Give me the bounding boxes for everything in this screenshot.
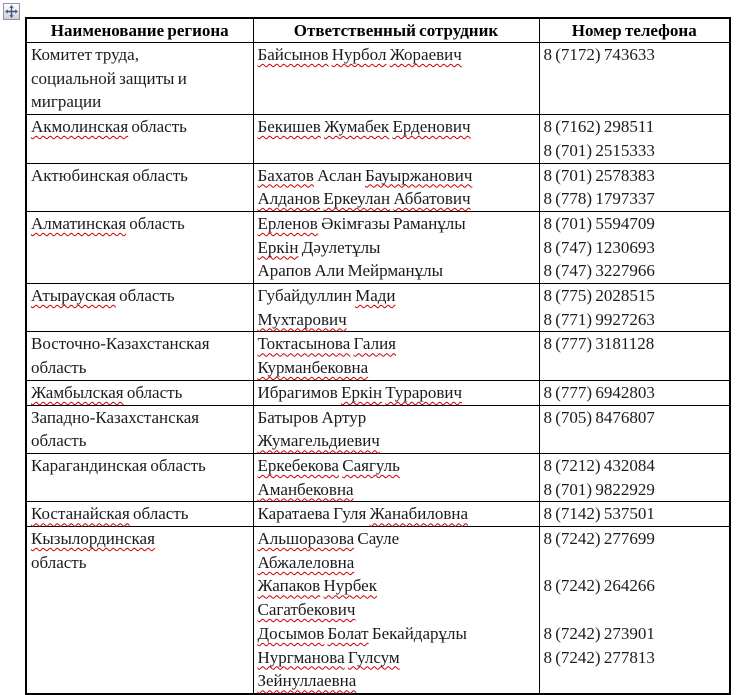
cell-line: 8 (7242) 264266 xyxy=(543,576,655,596)
misspelled-word: Алданов xyxy=(257,189,321,209)
misspelled-word: Жумабек xyxy=(324,117,390,137)
cell-line: Актюбинская область xyxy=(31,165,188,185)
header-region[interactable]: Наименование региона xyxy=(26,18,253,43)
cell-line: 8 (7242) 273901 xyxy=(543,623,655,643)
phone-cell[interactable] xyxy=(539,284,730,332)
cell-line: 8 (701) 5594709 xyxy=(543,213,655,233)
employee-cell[interactable] xyxy=(253,380,539,405)
misspelled-word: Жумагельдиевич xyxy=(257,431,380,451)
cell-line: 8 (778) 1797337 xyxy=(543,189,655,209)
cell-line: 8 (7242) 277813 xyxy=(543,647,655,667)
cell-line: 8 (777) 6942803 xyxy=(543,382,655,402)
cell-line: область xyxy=(31,431,87,451)
employee-cell[interactable] xyxy=(253,211,539,283)
employee-cell[interactable] xyxy=(253,163,539,211)
cell-line: 8 (747) 3227966 xyxy=(543,261,655,281)
misspelled-word: Гулсум xyxy=(347,647,400,667)
cell-line xyxy=(258,43,535,67)
cell-line: 8 (701) 2578383 xyxy=(543,165,655,185)
cell-line: 8 (7212) 432084 xyxy=(543,455,655,475)
misspelled-word: Зейнуллаевна xyxy=(257,671,357,691)
cell-line: социальной защиты и xyxy=(31,68,187,88)
table-row xyxy=(26,284,730,332)
phone-cell[interactable] xyxy=(539,43,730,115)
misspelled-word: Жораевич xyxy=(389,45,462,64)
misspelled-word: Ерденович xyxy=(392,117,471,137)
misspelled-word: Нургманова xyxy=(257,647,345,667)
cell-line: область xyxy=(31,358,87,378)
cell-line: 8 (7242) 277699 xyxy=(543,529,655,549)
cell-line xyxy=(258,574,535,598)
region-cell[interactable] xyxy=(26,453,253,501)
cell-line: Губайдуллин Мади xyxy=(257,286,396,306)
region-cell[interactable] xyxy=(26,502,253,527)
phone-cell[interactable] xyxy=(539,453,730,501)
region-cell[interactable] xyxy=(26,527,253,694)
misspelled-word: Бауыржанович xyxy=(364,165,473,185)
cell-line: 8 (777) 3181128 xyxy=(543,334,655,354)
misspelled-word: Нурбек xyxy=(323,576,377,596)
cell-line: Альшоразова Сауле xyxy=(257,529,400,549)
cell-line: область xyxy=(31,552,87,572)
misspelled-word: Еркебекова xyxy=(257,455,339,475)
cell-line: 8 (747) 1230693 xyxy=(543,237,655,257)
cell-line: 8 (7142) 537501 xyxy=(543,504,655,524)
region-cell[interactable] xyxy=(26,284,253,332)
header-employee[interactable]: Ответственный сотрудник xyxy=(253,18,539,43)
cell-line: Атырауская область xyxy=(31,286,175,306)
misspelled-word: Галия xyxy=(353,334,396,354)
misspelled-word: Еркеулан xyxy=(323,189,391,209)
misspelled-word: Бахатов xyxy=(257,165,314,185)
cell-line: Ерленов Әкімғазы Раманұлы xyxy=(257,213,466,233)
region-cell[interactable] xyxy=(26,380,253,405)
table-row xyxy=(26,405,730,453)
table-row xyxy=(26,380,730,405)
cell-line: 8 (775) 2028515 xyxy=(543,286,655,306)
cell-line: Западно-Казахстанская xyxy=(31,407,200,427)
cell-line: Арапов Али Мейрманұлы xyxy=(257,261,444,281)
misspelled-word: Мухтарович xyxy=(257,309,347,329)
misspelled-word: Токтасынова xyxy=(257,334,351,354)
cell-line: Ибрагимов Еркін Турарович xyxy=(257,382,463,402)
table-row xyxy=(26,332,730,380)
cell-line: Каратаева Гуля Жанабиловна xyxy=(257,504,468,524)
region-cell[interactable] xyxy=(26,405,253,453)
cell-line: Костанайская область xyxy=(31,504,189,524)
cell-line xyxy=(258,332,535,356)
misspelled-word: Болат xyxy=(327,623,369,643)
cell-line: Бахатов Аслан Бауыржанович xyxy=(257,165,473,185)
table-row xyxy=(26,211,730,283)
employee-cell[interactable] xyxy=(253,502,539,527)
misspelled-word: Альшоразова xyxy=(257,529,355,549)
region-cell[interactable] xyxy=(26,211,253,283)
cell-line xyxy=(258,669,535,693)
misspelled-word: Саягуль xyxy=(342,455,400,475)
phone-cell[interactable] xyxy=(539,332,730,380)
contact-table-body xyxy=(26,43,730,694)
misspelled-word: Ерленов xyxy=(257,213,318,233)
misspelled-word: Атырауская xyxy=(31,286,116,306)
phone-cell[interactable] xyxy=(539,115,730,163)
cell-line xyxy=(258,598,535,622)
misspelled-word: Жамбылская xyxy=(31,382,124,402)
misspelled-word: Алматинская xyxy=(31,213,127,233)
phone-cell[interactable] xyxy=(539,527,730,694)
region-cell[interactable] xyxy=(26,163,253,211)
cell-line: Комитет труда, xyxy=(31,45,139,64)
misspelled-word: Сагатбекович xyxy=(257,600,356,620)
table-row xyxy=(26,43,730,115)
cell-line: Еркін Дәулетұлы xyxy=(257,237,381,257)
misspelled-word: Нурбол xyxy=(331,45,387,64)
cell-line: миграции xyxy=(31,92,102,112)
employee-cell[interactable] xyxy=(253,405,539,453)
cell-line: 8 (701) 9822929 xyxy=(543,479,655,499)
table-row xyxy=(26,115,730,163)
misspelled-word: Турарович xyxy=(385,382,463,402)
cell-line: Жамбылская область xyxy=(31,382,183,402)
table-header-row xyxy=(26,18,730,43)
phone-cell[interactable] xyxy=(539,163,730,211)
cell-line: 8 (7172) 743633 xyxy=(543,45,655,64)
misspelled-word: Абжалеловна xyxy=(257,552,355,572)
table-move-handle-icon[interactable] xyxy=(3,3,20,20)
region-cell[interactable] xyxy=(26,332,253,380)
table-row xyxy=(26,453,730,501)
cell-line xyxy=(258,551,535,575)
employee-cell[interactable] xyxy=(253,115,539,163)
employee-cell[interactable] xyxy=(253,527,539,694)
phone-cell[interactable] xyxy=(539,380,730,405)
region-cell[interactable] xyxy=(26,115,253,163)
employee-cell[interactable] xyxy=(253,332,539,380)
misspelled-word: Байсынов xyxy=(257,45,329,64)
cell-line xyxy=(258,646,535,670)
misspelled-word: Еркін xyxy=(341,382,383,402)
misspelled-word: Аббатович xyxy=(393,189,471,209)
cell-line: Акмолинская область xyxy=(31,117,187,137)
table-row xyxy=(26,527,730,694)
phone-cell[interactable] xyxy=(539,211,730,283)
misspelled-word: Жапаков xyxy=(257,576,321,596)
misspelled-word: Мади xyxy=(355,286,396,306)
employee-cell[interactable] xyxy=(253,284,539,332)
cell-line: Батыров Артур xyxy=(257,407,367,427)
cell-line: Восточно-Казахстанская xyxy=(31,334,210,354)
cell-line: Карагандинская область xyxy=(31,455,206,475)
misspelled-word: Жанабиловна xyxy=(369,504,468,524)
cell-line xyxy=(258,308,535,332)
phone-cell[interactable] xyxy=(539,502,730,527)
misspelled-word: Кызылординская xyxy=(31,529,155,549)
misspelled-word: Курманбековна xyxy=(257,358,369,378)
cell-line xyxy=(258,187,535,211)
misspelled-word: Бекишев xyxy=(257,117,321,137)
cell-line xyxy=(258,454,535,478)
cell-line: Досымов Болат Бекайдарұлы xyxy=(257,623,467,643)
table-row xyxy=(26,502,730,527)
cell-line xyxy=(544,551,726,575)
cell-line xyxy=(31,527,249,551)
header-phone[interactable]: Номер телефона xyxy=(539,18,730,43)
misspelled-word: Досымов xyxy=(257,623,325,643)
employee-cell[interactable] xyxy=(253,43,539,115)
misspelled-word: Акмолинская xyxy=(31,117,129,137)
cell-line xyxy=(258,478,535,502)
cell-line: 8 (771) 9927263 xyxy=(543,309,655,329)
cell-line: 8 (7162) 298511 xyxy=(543,117,655,137)
employee-cell[interactable] xyxy=(253,453,539,501)
misspelled-word: Еркін xyxy=(257,237,299,257)
cell-line: 8 (701) 2515333 xyxy=(543,140,655,160)
cell-line xyxy=(258,429,535,453)
cell-line xyxy=(258,356,535,380)
cell-line xyxy=(544,598,726,622)
misspelled-word: Костанайская xyxy=(31,504,130,524)
cell-line: Алматинская область xyxy=(31,213,185,233)
cell-line xyxy=(258,115,535,139)
phone-cell[interactable] xyxy=(539,405,730,453)
contacts-table xyxy=(25,17,731,695)
misspelled-word: Аманбековна xyxy=(257,479,354,499)
region-cell[interactable] xyxy=(26,43,253,115)
cell-line: 8 (705) 8476807 xyxy=(543,407,655,427)
table-row xyxy=(26,163,730,211)
